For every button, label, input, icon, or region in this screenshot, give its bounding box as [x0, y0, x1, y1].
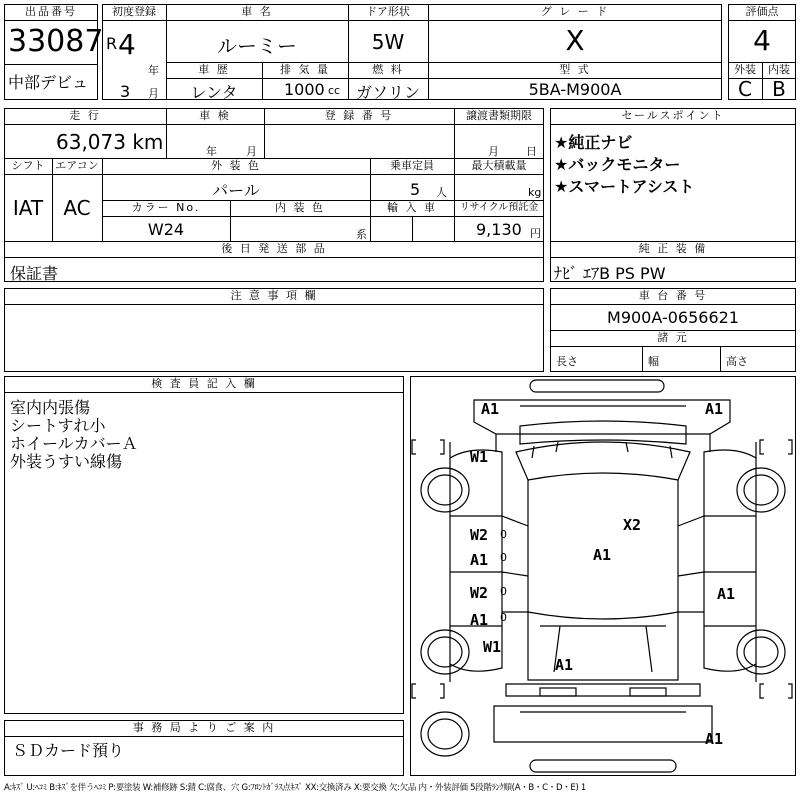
shift: IAT [12, 196, 44, 220]
mark-door-rear-l-1: W2 [470, 584, 489, 602]
lot-number: 33087 [8, 24, 104, 59]
genuine-equipment: ﾅﾋﾞ ｴｱB PS PW [554, 264, 666, 283]
dim-height: 高さ [726, 355, 748, 368]
later-parts-header: 後 日 発 送 部 品 [221, 242, 327, 255]
mark-right-side: A1 [717, 585, 736, 603]
office-note: ＳＤカード預り [12, 741, 125, 760]
mark-trunk: A1 [555, 656, 574, 674]
interior-grade: B [772, 77, 786, 101]
aircon-header: エアコン [55, 159, 99, 172]
history: レンタ [190, 83, 238, 102]
genuine-header: 純 正 装 備 [638, 242, 708, 255]
model: 5BA-M900A [528, 80, 622, 99]
inspection-year: 年 [206, 145, 217, 158]
load-unit: kg [528, 186, 542, 199]
interior-header: 内装 [768, 63, 790, 76]
lot-header: 出品番号 [25, 5, 77, 18]
mark-rear-fender-l: W1 [483, 638, 502, 656]
car-name-header: 車 名 [241, 5, 273, 18]
office-header: 事 務 局 よ り ご 案 内 [132, 721, 276, 734]
exterior-grade: C [738, 77, 752, 101]
recycle: 9,130 [476, 220, 522, 239]
mark-rear-bumper: A1 [705, 730, 724, 748]
max-load-header: 最大積載量 [471, 159, 527, 172]
exterior-header: 外装 [734, 63, 756, 76]
mark-door-rear-l-2: A1 [470, 611, 489, 629]
shift-header: シフト [11, 159, 45, 172]
recycle-unit: 円 [530, 227, 541, 240]
transfer-day: 日 [526, 145, 537, 158]
fuel-header: 燃 料 [372, 63, 404, 76]
later-parts: 保証書 [10, 264, 59, 283]
capacity: 5 [410, 180, 421, 199]
inspector-note-3: ホイールカバーＡ [10, 434, 138, 453]
history-header: 車 歴 [198, 63, 230, 76]
chassis-header: 車 台 番 号 [638, 289, 708, 302]
capacity-unit: 人 [436, 186, 447, 199]
sales-points-header: セールスポイント [621, 109, 725, 122]
int-color-unit: 系 [356, 228, 367, 241]
era: R [106, 34, 118, 53]
inspector-note-4: 外装うすい線傷 [10, 452, 123, 471]
mileage: 63,073 km [56, 130, 164, 154]
inspector-header: 検 査 員 記 入 欄 [151, 377, 257, 390]
mark-roof: A1 [593, 546, 612, 564]
sales-point-1: ★純正ナビ [554, 133, 633, 152]
color-no-header: カラー No. [131, 201, 201, 214]
notes-header: 注 意 事 項 欄 [230, 289, 318, 302]
displacement: 1000 [284, 80, 325, 99]
recycle-header: リサイクル預託金 [459, 202, 539, 213]
mark-front-right: A1 [705, 400, 724, 418]
mark-door-front-l-2: A1 [470, 551, 489, 569]
sales-point-2: ★バックモニター [554, 155, 681, 174]
displacement-unit: cc [328, 84, 341, 97]
ext-color: パール [212, 181, 260, 200]
model-header: 型 式 [559, 63, 591, 76]
year-unit: 年 [148, 64, 159, 77]
color-no: W24 [147, 220, 185, 239]
capacity-header: 乗車定員 [390, 159, 434, 172]
reg-month: 3 [120, 82, 131, 101]
grade: X [565, 24, 585, 57]
dim-length: 長さ [556, 355, 578, 368]
transfer-header: 譲渡書類期限 [466, 109, 532, 122]
mark-small-4: 0 [500, 528, 507, 541]
grade-header: グ レ ー ド [540, 5, 610, 18]
reg-year: 4 [118, 28, 136, 61]
car-name: ルーミー [217, 34, 297, 58]
score: 4 [753, 24, 771, 57]
door-type: 5W [371, 30, 405, 54]
mark-door-front-l-1: W2 [470, 526, 489, 544]
mark-small-1: 0 [500, 551, 507, 564]
import-header: 輸 入 車 [387, 201, 437, 214]
sales-point-3: ★スマートアシスト [554, 177, 695, 196]
inspection-month: 月 [246, 145, 257, 158]
displacement-header: 排 気 量 [280, 63, 330, 76]
transfer-month: 月 [488, 145, 499, 158]
first-reg-header: 初度登録 [112, 5, 156, 18]
inspection-header: 車 検 [199, 109, 231, 122]
venue: 中部デビュ [8, 73, 89, 92]
month-unit: 月 [148, 87, 159, 100]
mark-fender-left: W1 [470, 448, 489, 466]
aircon: AC [63, 196, 91, 220]
mark-roof-x: X2 [623, 516, 642, 534]
dim-width: 幅 [648, 355, 659, 368]
fuel: ガソリン [355, 83, 420, 102]
legend: A:ｷｽﾞ U:ﾍｺﾐ B:ｷｽﾞを伴うﾍｺﾐ P:要塗装 W:補修跡 S:錆 C:腐食、穴 G:ﾌﾛﾝﾄｶﾞﾗｽ点ｷｽﾞ XX:交換済み X:要交換 欠:欠品 内・外装評価 5段階ﾗﾝｸ順(A・B・C・D・E) 1 [4, 783, 587, 793]
car-diagram [410, 376, 796, 776]
mark-small-2: 0 [500, 611, 507, 624]
ext-color-header: 外 装 色 [211, 159, 261, 172]
mark-front-left: A1 [481, 400, 500, 418]
inspector-note-1: 室内内張傷 [10, 398, 91, 417]
door-header: ドア形状 [366, 5, 410, 18]
mileage-header: 走 行 [69, 109, 101, 122]
chassis-number: M900A-0656621 [607, 308, 739, 327]
reg-no-header: 登 録 番 号 [324, 109, 394, 122]
score-header: 評価点 [745, 5, 779, 18]
inspector-note-2: シートすれ小 [10, 416, 106, 435]
dims-header: 諸 元 [657, 331, 689, 344]
mark-small-3: 0 [500, 585, 507, 598]
int-color-header: 内 装 色 [275, 201, 325, 214]
